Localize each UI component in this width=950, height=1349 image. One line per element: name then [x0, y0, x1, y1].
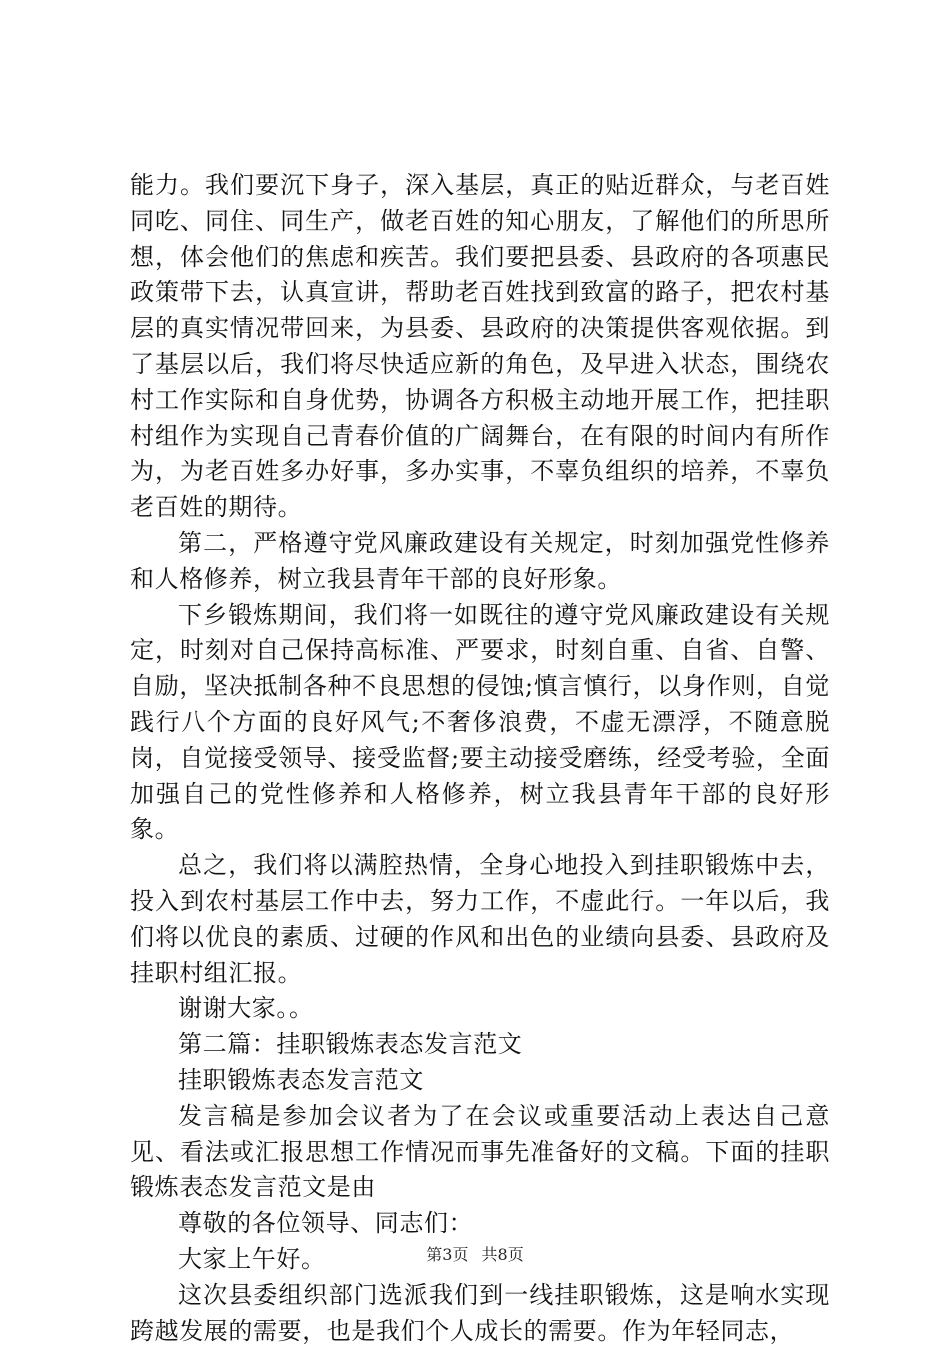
paragraph-1: 能力。我们要沉下身子，深入基层，真正的贴近群众，与老百姓同吃、同住、同生产，做老百姓的知心朋友，了解他们的所思所想，体会他们的焦虑和疾苦。我们要把县委、县政府的各项惠民政策带下去，认真宣讲，帮助老百姓找到致富的路子，把农村基层的真实情况带回来，为县委、县政府的决策提供客观依据。到了基层以后，我们将尽快适应新的角色，及早进入状态，围绕农村工作实际和自身优势，协调各方积极主动地开展工作，把挂职村组作为实现自己青春价值的广阔舞台，在有限的时间内有所作为，为老百姓多办好事，多办实事，不辜负组织的培养，不辜负老百姓的期待。 — [130, 171, 830, 522]
page-footer — [0, 1245, 950, 1265]
paragraph-3: 下乡锻炼期间，我们将一如既往的遵守党风廉政建设有关规定，时刻对自己保持高标准、严要求，时刻自重、自省、自警、自励，坚决抵制各种不良思想的侵蚀;慎言慎行，以身作则，自觉践行八个方面的良好风气;不奢侈浪费，不虚无漂浮，不随意脱岗，自觉接受领导、接受监督;要主动接受磨练，经受考验，全面加强自己的党性修养和人格修养，树立我县青年干部的良好形象。 — [130, 600, 830, 844]
paragraph-8: 发言稿是参加会议者为了在会议或重要活动上表达自己意见、看法或汇报思想工作情况而事先准备好的文稿。下面的挂职锻炼表态发言范文是由 — [130, 1101, 830, 1202]
total-pages: 共8页 — [481, 1245, 524, 1264]
paragraph-11: 这次县委组织部门选派我们到一线挂职锻炼，这是响水实现跨越发展的需要，也是我们个人成长的需要。作为年轻同志， — [130, 1280, 830, 1345]
greeting: 大家上午好。 — [178, 1244, 326, 1273]
paragraph-5: 谢谢大家。。 — [178, 994, 314, 1023]
document-body — [130, 168, 830, 1349]
paragraph-2: 第二，严格遵守党风廉政建设有关规定，时刻加强党性修养和人格修养，树立我县青年干部的良好形象。 — [130, 528, 830, 593]
salutation: 尊敬的各位领导、同志们： — [178, 1209, 474, 1238]
article-title: 挂职锻炼表态发言范文 — [178, 1065, 424, 1094]
paragraph-4: 总之，我们将以满腔热情，全身心地投入到挂职锻炼中去，投入到农村基层工作中去，努力工作，不虚此行。一年以后，我们将以优良的素质、过硬的作风和出色的业绩向县委、县政府及挂职村组汇报。 — [130, 851, 830, 987]
page-number: 第3页 — [426, 1245, 469, 1264]
section-heading: 第二篇：挂职锻炼表态发言范文 — [178, 1030, 523, 1059]
